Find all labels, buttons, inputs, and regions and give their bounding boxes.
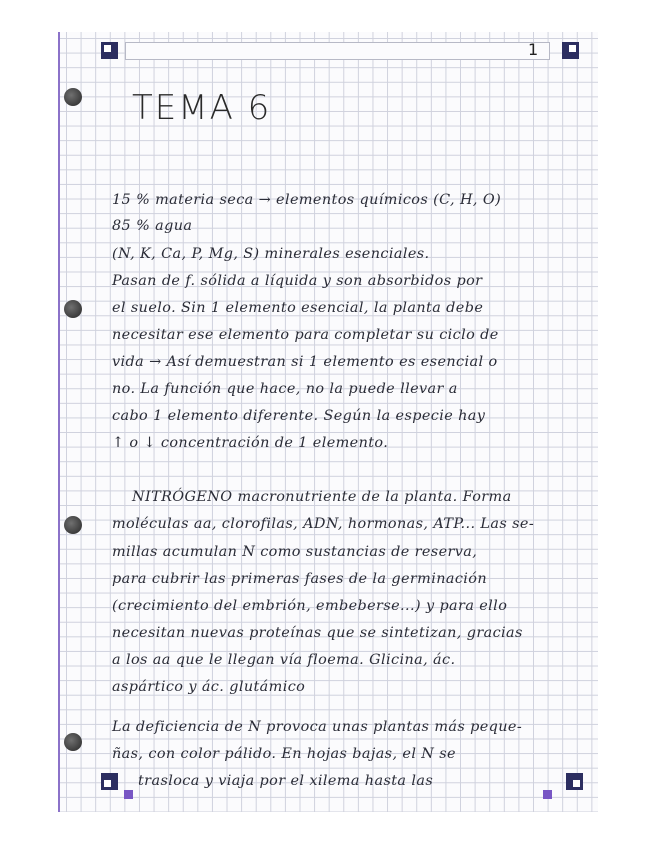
binder-hole (64, 300, 82, 318)
text-line: ↑ o ↓ concentración de 1 elemento. (112, 435, 389, 451)
text-line: a los aa que le llegan vía floema. Glicina, ác. (112, 652, 456, 668)
text-line: no. La función que hace, no la puede llevar a (112, 381, 458, 397)
text-line: vida → Así demuestran si 1 elemento es esencial o (112, 354, 498, 370)
text-line: millas acumulan N como sustancias de reserva, (112, 544, 478, 560)
header-bar (125, 42, 550, 60)
text-line: (crecimiento del embrión, embeberse...) y para ello (112, 598, 508, 614)
page-number: 1 (528, 40, 539, 59)
binder-hole (64, 733, 82, 751)
corner-mark-top-left (101, 42, 118, 59)
text-line: NITRÓGENO macronutriente de la planta. Forma (132, 489, 512, 505)
text-line: trasloca y viaja por el xilema hasta las (138, 773, 434, 789)
purple-square-right (543, 790, 552, 799)
text-line: necesitar ese elemento para completar su ciclo de (112, 327, 499, 343)
binder-hole (64, 516, 82, 534)
text-line: el suelo. Sin 1 elemento esencial, la planta debe (112, 300, 484, 316)
corner-mark-bottom-right (566, 773, 583, 790)
text-line: La deficiencia de N provoca unas plantas más peque- (112, 719, 523, 735)
text-line: cabo 1 elemento diferente. Según la especie hay (112, 408, 486, 424)
purple-square-left (124, 790, 133, 799)
text-line: 15 % materia seca → elementos químicos (C, H, O) (112, 192, 502, 208)
corner-mark-top-right (562, 42, 579, 59)
text-line: (N, K, Ca, P, Mg, S) minerales esenciales. (112, 246, 430, 262)
text-line: ñas, con color pálido. En hojas bajas, el N se (112, 746, 456, 762)
text-line: necesitan nuevas proteínas que se sintetizan, gracias (112, 625, 523, 641)
text-line: Pasan de f. sólida a líquida y son absorbidos por (112, 273, 483, 289)
text-line: moléculas aa, clorofilas, ADN, hormonas, ATP... Las se- (112, 516, 535, 532)
text-line: 85 % agua (112, 218, 193, 234)
text-line: aspártico y ác. glutámico (112, 679, 306, 695)
corner-mark-bottom-left (101, 773, 118, 790)
binder-hole (64, 88, 82, 106)
text-line: para cubrir las primeras fases de la germinación (112, 571, 488, 587)
page-title: TEMA 6 (132, 88, 272, 128)
